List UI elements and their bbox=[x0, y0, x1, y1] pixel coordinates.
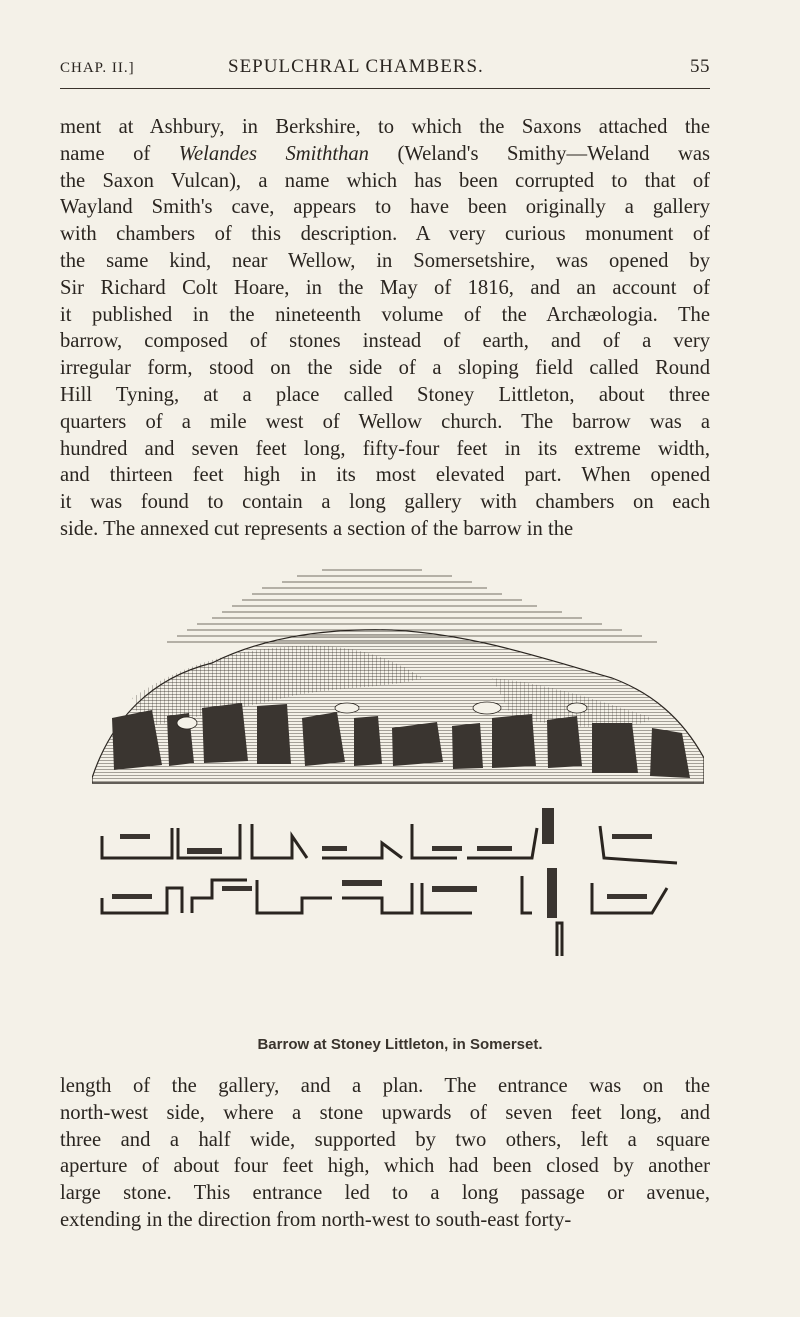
text-line: aperture of about four feet high, which had been closed by another bbox=[60, 1155, 710, 1178]
text-line: with chambers of this description. A very curious monument of bbox=[60, 223, 710, 246]
text-line: and thirteen feet high in its most elevated part. When opened bbox=[60, 464, 710, 487]
text-line: it published in the nineteenth volume of the Archæologia. The bbox=[60, 303, 710, 326]
text-line: extending in the direction from north-west to south-east forty- bbox=[60, 1208, 572, 1231]
page-number: 55 bbox=[690, 56, 710, 77]
italic-name: Welandes Smiththan bbox=[178, 142, 369, 165]
text-line: Sir Richard Colt Hoare, in the May of 1816, and an account of bbox=[60, 276, 710, 299]
body-paragraph-bottom bbox=[60, 1073, 710, 1234]
running-title: SEPULCHRAL CHAMBERS. bbox=[228, 56, 484, 77]
text-line: length of the gallery, and a plan. The entrance was on the bbox=[60, 1075, 710, 1097]
body-paragraph-top bbox=[60, 114, 710, 543]
text-line: three and a half wide, supported by two others, left a square bbox=[60, 1128, 710, 1151]
text-line: large stone. This entrance led to a long passage or avenue, bbox=[60, 1182, 710, 1205]
running-header bbox=[60, 56, 710, 88]
header-rule bbox=[60, 88, 710, 89]
text-line: the Saxon Vulcan), a name which has been corrupted to that of bbox=[60, 169, 710, 192]
text-line: Hill Tyning, at a place called Stoney Littleton, about three bbox=[60, 383, 710, 406]
barrow-mound bbox=[92, 630, 704, 783]
text-line: irregular form, stood on the side of a sloping field called Round bbox=[60, 357, 710, 380]
text-line: quarters of a mile west of Wellow church. The barrow was a bbox=[60, 410, 710, 433]
text-line: name of Welandes Smiththan (Weland's Smithy—Weland was bbox=[60, 142, 710, 165]
barrow-plan bbox=[102, 824, 677, 956]
text-line: ment at Ashbury, in Berkshire, to which the Saxons attached the bbox=[60, 116, 710, 138]
text-line: hundred and seven feet long, fifty-four feet in its extreme width, bbox=[60, 437, 710, 460]
text-line: barrow, composed of stones instead of earth, and of a very bbox=[60, 330, 710, 353]
barrow-illustration bbox=[92, 568, 704, 1028]
text-line: side. The annexed cut represents a section of the barrow in the bbox=[60, 517, 574, 540]
text-line: north-west side, where a stone upwards of seven feet long, and bbox=[60, 1101, 710, 1124]
text-line: Wayland Smith's cave, appears to have been originally a gallery bbox=[60, 196, 710, 219]
figure-caption: Barrow at Stoney Littleton, in Somerset. bbox=[257, 1036, 543, 1053]
text-line: it was found to contain a long gallery with chambers on each bbox=[60, 491, 710, 514]
text-line: the same kind, near Wellow, in Somersetshire, was opened by bbox=[60, 249, 710, 272]
chapter-label: CHAP. II.] bbox=[60, 60, 135, 76]
